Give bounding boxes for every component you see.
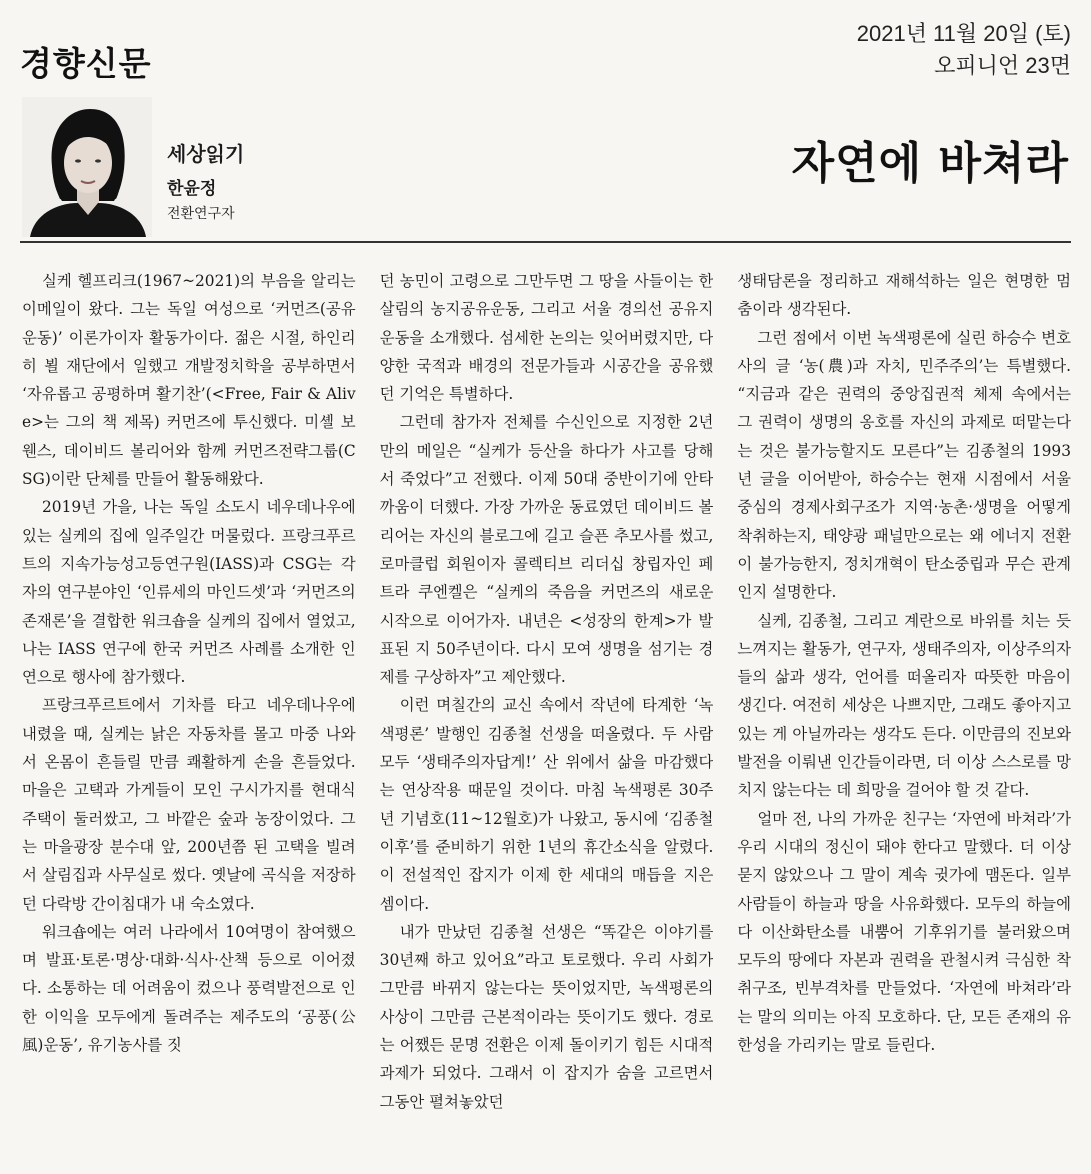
paragraph: 2019년 가을, 나는 독일 소도시 네우데나우에 있는 실케의 집에 일주일간 머물렀다. 프랑크푸르트의 지속가능성고등연구원(IASS)과 CSG는 각자의 연구분야인 ‘인류세의 마인드셋’과 ‘커먼즈의 존재론’을 결합한 워크숍을 실케의 집에서 열었고, 나는 IASS 연구에 한국 커먼즈 사례를 소개한 인연으로 행사에 참가했다. bbox=[22, 498, 356, 687]
author-role: 전환연구자 bbox=[167, 206, 235, 222]
author-photo bbox=[22, 97, 152, 237]
header-divider bbox=[20, 241, 1071, 243]
article-column-3 bbox=[737, 267, 1071, 1167]
paragraph: 그런데 참가자 전체를 수신인으로 지정한 2년 만의 메일은 “실케가 등산을 하다가 사고를 당해서 죽었다”고 전했다. 이제 50대 중반이기에 안타까움이 더했다. 가장 가까운 동료였던 데이비드 볼리어는 자신의 블로그에 길고 슬픈 추모사를 썼고, 로마클럽 회원이자 콜렉티브 리더십 창립자인 페트라 쿠엔켈은 “실케의 죽음을 커먼즈의 새로운 시작으로 이어가자. 내년은 <성장의 한계>가 발표된 지 50주년이다. 다시 모여 생명을 섬기는 경제를 구상하자”고 제안했다. bbox=[379, 413, 714, 687]
newspaper-masthead: 경향신문 bbox=[20, 44, 152, 83]
column-section-name: 세상읽기 bbox=[167, 142, 245, 166]
article-column-1 bbox=[22, 267, 356, 1167]
paragraph: 그런 점에서 이번 녹색평론에 실린 하승수 변호사의 글 ‘농(農)과 자치, 민주주의’는 특별했다. “지금과 같은 권력의 중앙집권적 체제 속에서는 그 권력이 생명의 옹호를 자신의 과제로 떠맡는다는 것은 불가능할지도 모른다”는 김종철의 1993년 글을 이어받아, 하승수는 현재 시점에서 서울 중심의 경제사회구조가 지역·농촌·생명을 어떻게 착취하는지, 태양광 패널만으로는 왜 에너지 전환이 불가능한지, 정치개혁이 탄소중립과 무슨 관계인지 설명한다. bbox=[737, 328, 1072, 602]
paragraph: 워크숍에는 여러 나라에서 10여명이 참여했으며 발표·토론·명상·대화·식사·산책 등으로 이어졌다. 소통하는 데 어려움이 컸으나 풍력발전으로 인한 이익을 모두에게 돌려주는 제주도의 ‘공풍(公風)운동’, 유기농사를 짓 bbox=[22, 922, 356, 1055]
paragraph: 얼마 전, 나의 가까운 친구는 ‘자연에 바쳐라’가 우리 시대의 정신이 돼야 한다고 말했다. 더 이상 묻지 않았으나 그 말이 계속 귓가에 맴돈다. 일부 사람들이 하늘과 땅을 사유화했다. 모두의 하늘에다 이산화탄소를 내뿜어 기후위기를 불러왔으며 모두의 땅에다 자본과 권력을 관철시켜 극심한 착취구조, 빈부격차를 만들었다. ‘자연에 바쳐라’라는 말의 의미는 아직 모호하다. 단, 모든 존재의 유한성을 가리키는 말로 들린다. bbox=[737, 809, 1072, 1055]
author-portrait-icon bbox=[22, 97, 152, 237]
paragraph: 던 농민이 고령으로 그만두면 그 땅을 사들이는 한살림의 농지공유운동, 그리고 서울 경의선 공유지운동을 소개했다. 섬세한 논의는 잊어버렸지만, 다양한 국적과 배경의 전문가들과 시공간을 공유했던 기억은 특별하다. bbox=[379, 272, 714, 404]
byline bbox=[167, 140, 244, 224]
page-section: 오피니언 23면 bbox=[934, 53, 1071, 78]
dateline bbox=[857, 18, 1071, 82]
paragraph: 생태담론을 정리하고 재해석하는 일은 현명한 멈춤이라 생각된다. bbox=[737, 272, 1072, 319]
paragraph: 실케, 김종철, 그리고 계란으로 바위를 치는 듯 느껴지는 활동가, 연구자, 생태주의자, 이상주의자들의 삶과 생각, 언어를 떠올리자 따뜻한 마음이 생긴다. 여전히 세상은 나쁘지만, 그래도 좋아지고 있는 게 아닐까라는 생각도 든다. 이만큼의 진보와 발전을 이뤄낸 인간들이라면, 더 이상 스스로를 망치지 않는다는 데 희망을 걸어야 할 것 같다. bbox=[737, 611, 1072, 800]
publication-date: 2021년 11월 20일 (토) bbox=[856, 21, 1071, 46]
paragraph: 내가 만났던 김종철 선생은 “똑같은 이야기를 30년째 하고 있어요”라고 토로했다. 우리 사회가 그만큼 바뀌지 않는다는 뜻이었지만, 녹색평론의 사상이 그만큼 근본적이라는 뜻이기도 했다. 경로는 어쨌든 문명 전환은 이제 돌이키기 힘든 시대적 과제가 되었다. 그래서 이 잡지가 숨을 고르면서 그동안 펼쳐놓았던 bbox=[379, 922, 714, 1111]
paragraph: 실케 헬프리크(1967~2021)의 부음을 알리는 이메일이 왔다. 그는 독일 여성으로 ‘커먼즈(공유운동)’ 이론가이자 활동가이다. 젊은 시절, 하인리히 뵐 재단에서 일했고 개발정치학을 공부하면서 ‘자유롭고 공평하며 활기찬’(<Free, Fair & Alive>는 그의 책 제목) 커먼즈에 투신했다. 미셸 보웬스, 데이비드 볼리어와 함께 커먼즈전략그룹(CSG)이란 단체를 만들어 활동해왔다. bbox=[22, 272, 356, 489]
article-body bbox=[22, 267, 1071, 1167]
paragraph: 프랑크푸르트에서 기차를 타고 네우데나우에 내렸을 때, 실케는 낡은 자동차를 몰고 마중 나와서 온몸이 흔들릴 만큼 쾌활하게 손을 흔들었다. 마을은 고택과 가게들이 모인 구시가지를 현대식 주택이 둘러쌌고, 그 바깥은 숲과 농장이었다. 그는 마을광장 분수대 앞, 200년쯤 된 고택을 빌려서 살림집과 사무실로 썼다. 옛날에 곡식을 저장하던 다락방 간이침대가 내 숙소였다. bbox=[22, 696, 356, 913]
article-headline: 자연에 바쳐라 bbox=[791, 138, 1069, 189]
author-name: 한윤정 bbox=[167, 179, 217, 199]
article-column-2 bbox=[380, 267, 714, 1167]
paragraph: 이런 며칠간의 교신 속에서 작년에 타계한 ‘녹색평론’ 발행인 김종철 선생을 떠올렸다. 두 사람 모두 ‘생태주의자답게!’ 산 위에서 삶을 마감했다는 연상작용 때문일 것이다. 마침 녹색평론 30주년 기념호(11~12월호)가 나왔고, 동시에 ‘김종철 이후’를 준비하기 위한 1년의 휴간소식을 알렸다. 이 전설적인 잡지가 이제 한 세대의 매듭을 지은 셈이다. bbox=[379, 696, 714, 913]
